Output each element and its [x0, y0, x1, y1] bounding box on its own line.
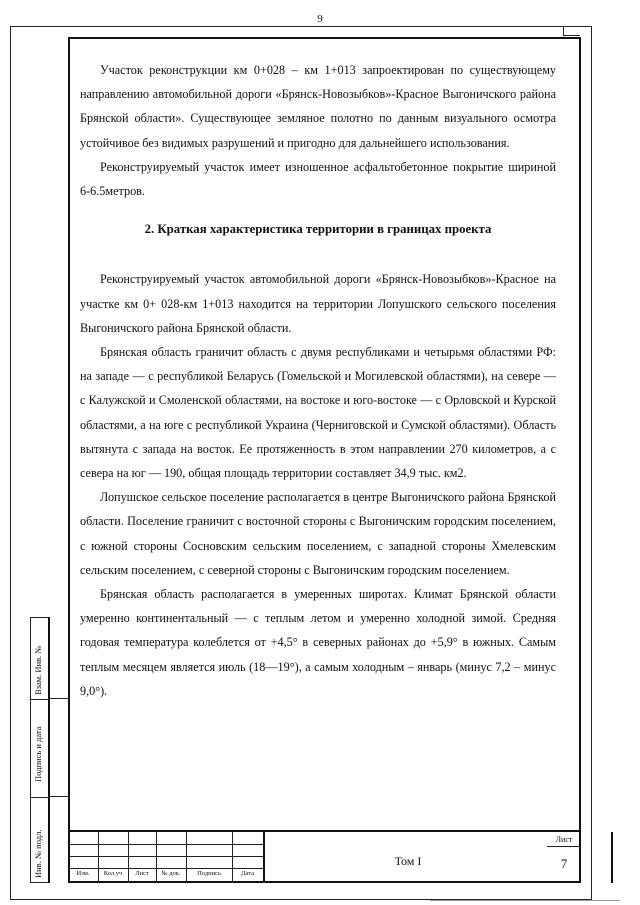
paragraph: Реконструируемый участок автомобильной дороги «Брянск-Новозыбков»-Красное на участке км 0+ 028-км 1+013 находится на территории Лопушского сельского поселения Выгоничского района Брянской области. — [80, 272, 556, 335]
paragraph: Реконструируемый участок имеет изношенное асфальтобетонное покрытие шириной 6-6.5метров. — [80, 159, 556, 199]
revision-grid — [68, 832, 263, 883]
col-list: Лист — [135, 870, 149, 877]
strip-label-podpis: Подпись и дата — [33, 726, 43, 782]
paragraph: Лопушское сельское поселение располагается в центре Выгоничского района Брянской области. Поселение граничит с восточной стороны с Выгоничским городским поселением, с южной стороны Сосновским сельским поселением, с западной стороны Хмелевским сельским поселением, с северной стороны с Выгоничским городским поселением. — [80, 490, 556, 577]
strip-label-inv: Инв. № подл. — [33, 829, 43, 878]
page-number: 9 — [317, 13, 323, 25]
paragraph: Брянская область граничит область с двумя республиками и четырьмя областями РФ: на западе — с республикой Беларусь (Гомельской и Могилевской областями), на севере — с Калужской и Смоленской областями, на востоке и юго-востоке — с Орловской и Курской областями, а на юге с республикой Украина (Черниговской и Сумской областями). Область вытянута с запада на восток. Ее протяженность в этом направлении 270 километров, а с севера на юг — 190, общая площадь территории составляет 34,9 тыс. км2. — [80, 345, 556, 481]
col-data: Дата — [241, 870, 254, 877]
sheet-cell — [547, 832, 581, 883]
col-kol-uch: Кол.уч — [103, 870, 123, 877]
section-heading: 2. Краткая характеристика территории в границах проекта — [144, 222, 492, 237]
title-block — [68, 830, 581, 883]
col-podpis: Подпись — [197, 870, 221, 877]
col-izm: Изм. — [76, 870, 90, 877]
sheet-number: 7 — [560, 856, 568, 871]
paragraph: Участок реконструкции км 0+028 – км 1+013 запроектирован по существующему направлению автомобильной дороги «Брянск-Новозыбков»-Красное Выгоничского района Брянской области». Существующее земляное полотно по данным визуального осмотра устойчивое без видимых разрушений и пригодно для дальнейшего использования. — [80, 63, 556, 150]
strip-spacer — [50, 617, 68, 883]
volume-label: Том I — [394, 854, 422, 868]
document-body — [80, 58, 556, 703]
frame-corner-mark — [563, 26, 580, 36]
bottom-rule — [430, 900, 620, 901]
strip-label-vzam: Взам. Инв. № — [33, 645, 43, 695]
sheet-label: Лист — [547, 835, 581, 847]
paragraph: Брянская область располагается в умеренных широтах. Климат Брянской области умеренно континентальный — с теплым летом и умеренно холодной зимой. Средняя годовая температура колеблется от +4,5° в северных районах до +5,9° в южных. Самым теплым месяцем является июль (18—19°), а самым холодным – январь (минус 7,2 – минус 9,0°). — [80, 587, 556, 698]
col-doc: № док. — [161, 870, 181, 877]
